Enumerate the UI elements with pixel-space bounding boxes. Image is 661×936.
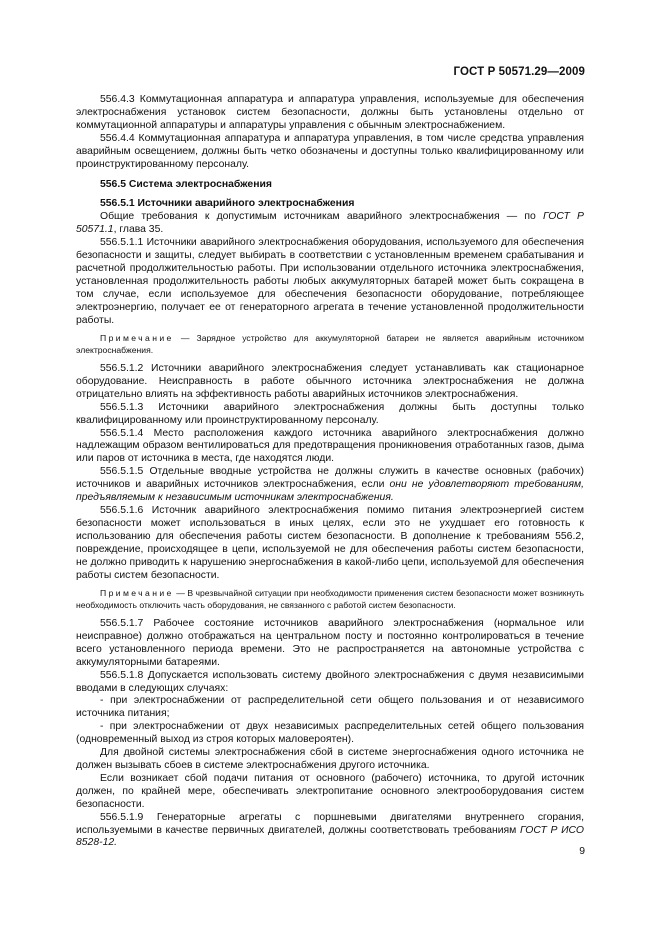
paragraph-dual-1: Для двойной системы электроснабжения сбой в системе энергоснабжения одного источника не должен вызывать сбоев в системе электроснабжения другого источника. — [76, 747, 584, 771]
paragraph-556-5-1-1: 556.5.1.1 Источники аварийного электроснабжения оборудования, используемого для обеспечения безопасности и защиты, следует выбирать в соответствии с установленным временем срабатывания и расчетной продолжительностью работы. При использовании отдельного источника электроснабжения, установленная продолжительность работы любых аккумуляторных батарей может быть сокращена в том случае, если используемое для обеспечения безопасности оборудование, потребляющее электроэнергию, получает ее от генераторного агрегата в течение установленной продолжительности работы. — [76, 237, 584, 326]
paragraph-556-4-3: 556.4.3 Коммутационная аппаратура и аппаратура управления, используемые для обеспечения электроснабжения установок систем безопасности, должны быть установлены отдельно от коммутационной аппаратуры и аппаратуры управления с обычным электроснабжением. — [76, 94, 584, 131]
paragraph-556-5-1-8: 556.5.1.8 Допускается использовать систему двойного электроснабжения с двумя независимыми вводами в следующих случаях: — [76, 669, 584, 694]
paragraph-556-5-1-9 — [76, 812, 584, 851]
standard-reference: ГОСТ Р ИСО 8528-12. — [76, 824, 584, 849]
list-item-2: - при электроснабжении от двух независимых распределительных сетей общего пользования (одновременный выход из строя которых маловероятен). — [76, 721, 584, 746]
note-label: Примечание — [100, 333, 174, 344]
text-part: 556.5.1.5 Отдельные вводные устройства не должны служить в качестве основных (рабочих) источников и аварийных источников электроснабжения, если — [76, 466, 584, 491]
paragraph-556-5-1-2: 556.5.1.2 Источники аварийного электроснабжения следует устанавливать как стационарное оборудование. Неисправность в работе обычного источника электроснабжения не должна отрицательно влиять на эффективность работы аварийных источников электроснабжения. — [76, 363, 584, 400]
note-text: — В чрезвычайной ситуации при необходимости применения систем безопасности может возникнуть необходимость отключить часть оборудования, не связанного с работой систем безопасности. — [76, 588, 584, 611]
italic-text: они не удовлетворяют требованиям, предъявляемым к независимым источникам электроснабжения. — [76, 479, 584, 504]
text-part: 556.5.1.9 Генераторные агрегаты с поршневыми двигателями внутреннего сгорания, используемыми в качестве первичных двигателей, должны соответствовать требованиям — [76, 811, 584, 836]
note-1 — [76, 333, 584, 357]
note-2 — [76, 588, 584, 612]
paragraph-556-5-1-5 — [76, 466, 584, 505]
paragraph-556-4-4: 556.4.4 Коммутационная аппаратура и аппаратура управления, в том числе средства управления аварийным освещением, должны быть четко обозначены и доступны только квалифицированному или проинструктированному персоналу. — [76, 132, 584, 170]
paragraph-556-5-1-6: 556.5.1.6 Источник аварийного электроснабжения помимо питания электроэнергией систем безопасности может использоваться в иных целях, если это не ухудшает его готовность к использованию для обеспечения работы систем безопасности. В дополнение к требованиям 556.2, повреждение, происходящее в цепи, используемой не для обеспечения работы систем безопасности, не должно приводить к нарушению энергоснабжения в какой-либо цепи, используемой для обеспечения работы систем безопасности. — [76, 504, 584, 581]
intro-reference: ГОСТ Р 50571.1 — [76, 211, 584, 236]
intro-text: Общие требования к допустимым источникам аварийного электроснабжения — по — [100, 211, 543, 223]
section-heading-556-5: 556.5 Система электроснабжения — [100, 179, 272, 191]
note-text: — Зарядное устройство для аккумуляторной батареи не является аварийным источником электроснабжения. — [76, 333, 584, 356]
list-item-1: - при электроснабжении от распределительной сети общего пользования и от независимого источника питания; — [76, 695, 584, 720]
page-content — [76, 94, 584, 850]
intro-text-end: , глава 35. — [113, 224, 164, 236]
page-number: 9 — [579, 846, 585, 857]
section-heading-556-5-1: 556.5.1 Источники аварийного электроснабжения — [100, 198, 355, 210]
paragraph-intro — [76, 211, 584, 237]
paragraph-556-5-1-4: 556.5.1.4 Место расположения каждого источника аварийного электроснабжения должно надлежащим образом вентилироваться для предотвращения проникновения отработанных газов, дыма или паров от источника в места, где находятся люди. — [76, 427, 584, 465]
note-label: Примечание — [100, 588, 174, 599]
document-header: ГОСТ Р 50571.29—2009 — [453, 66, 585, 78]
paragraph-556-5-1-3: 556.5.1.3 Источники аварийного электроснабжения должны быть доступны только квалифицированному или проинструктированному персоналу. — [76, 401, 584, 426]
paragraph-556-5-1-7: 556.5.1.7 Рабочее состояние источников аварийного электроснабжения (нормальное или неисправное) должно отображаться на центральном посту и постоянно контролироваться в течение всего установленного периода времени. Это не распространяется на автономные устройства с аккумуляторными батареями. — [76, 618, 584, 668]
paragraph-dual-2: Если возникает сбой подачи питания от основного (рабочего) источника, то другой источник должен, по крайней мере, обеспечивать электропитание основного электрооборудования систем безопасности. — [76, 772, 584, 810]
